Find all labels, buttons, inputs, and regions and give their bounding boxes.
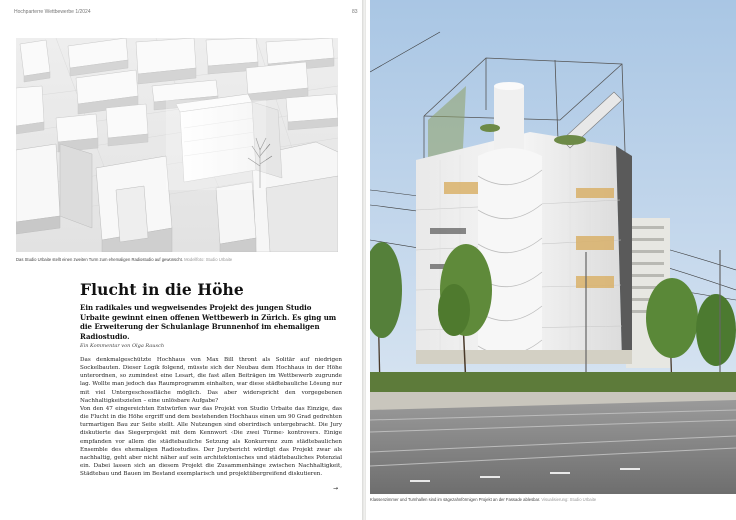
street-caption-credit: Visualisierung: Studio Urbaite — [541, 497, 597, 502]
street-photo — [370, 0, 736, 494]
continue-arrow-icon: → — [333, 485, 339, 492]
body-paragraph-1: Das denkmalgeschützte Hochhaus von Max Bill thront als Solitär auf niedrigen Sockelbauten. Dieser Logik folgend, müsste sich der Neubau dem Hochhaus in der Höhe unterordnen, so zumindest eine Lesart, die fast allen Beiträgen im Wettbewerb zugrunde lag. Wollte man jedoch das Raumprogramm einhalten, war diese städtebauliche Lösung nur mit viel Untergeschossfläche möglich. Das aber widerspricht den vorgegebenen Nachhaltigkeitszielen – eine unlösbare Aufgabe? — [80, 357, 342, 404]
street-photo-caption — [370, 497, 596, 502]
model-photo — [16, 38, 338, 252]
model-caption-text: Das Studio Urbaite stellt einen zweiten Turm zum ehemaligen Radiostudio auf gewünscht. — [16, 257, 183, 262]
left-page — [0, 0, 364, 520]
street-photo-illustration — [370, 0, 736, 494]
street-caption-text: Klassenzimmer und Turnhallen sind im sägezahnförmigen Projekt an der Fassade ablesbar. — [370, 497, 541, 502]
model-photo-illustration — [16, 38, 338, 252]
model-caption — [16, 257, 232, 262]
article-body — [80, 356, 342, 478]
article-lead: Ein radikales und wegweisendes Projekt des jungen Studio Urbaite gewinnt einen offenen Wettbewerb in Zürich. Es ging um die Erweiterung der Schulanlage Brunnenhof im ehemaligen Radiostudio. — [80, 303, 337, 341]
running-head: Hochparterre Wettbewerbe 1/2024 — [14, 9, 91, 15]
page-number: 83 — [352, 9, 358, 15]
body-paragraph-2: Von den 47 eingereichten Entwürfen war das Projekt von Studio Urbaite das Einzige, das die Flucht in die Höhe ergriff und dem bestehenden Hochhaus einen um 90 Grad gedrehten turmartigen Bau zur Seite stellt. Alle Nutzungen sind oberirdisch untergebracht. Die Jury diskutierte das Siegerprojekt mit dem Kennwort ‹Die zwei Türme› kontrovers. Einige empfanden vor allem die städtebauliche Setzung als Konkurrenz zum städtebaulichen Ensemble des ehemaligen Radiostudios. Der Jurybericht würdigt das Projekt zwar als nachhaltig, geht aber nicht näher auf sein architektonisches und städtebauliches Potenzial ein. Dabei lassen sich an diesem Projekt die Zusammenhänge zwischen Nachhaltigkeit, Städtebau und Bauen im Bestand exemplarisch und projektübergreifend diskutieren. — [80, 405, 342, 478]
article-byline: Ein Kommentar von Olga Rausch — [80, 343, 165, 349]
model-caption-credit: Modellfoto: Studio Urbaite — [184, 257, 233, 262]
article-headline: Flucht in die Höhe — [80, 280, 244, 299]
